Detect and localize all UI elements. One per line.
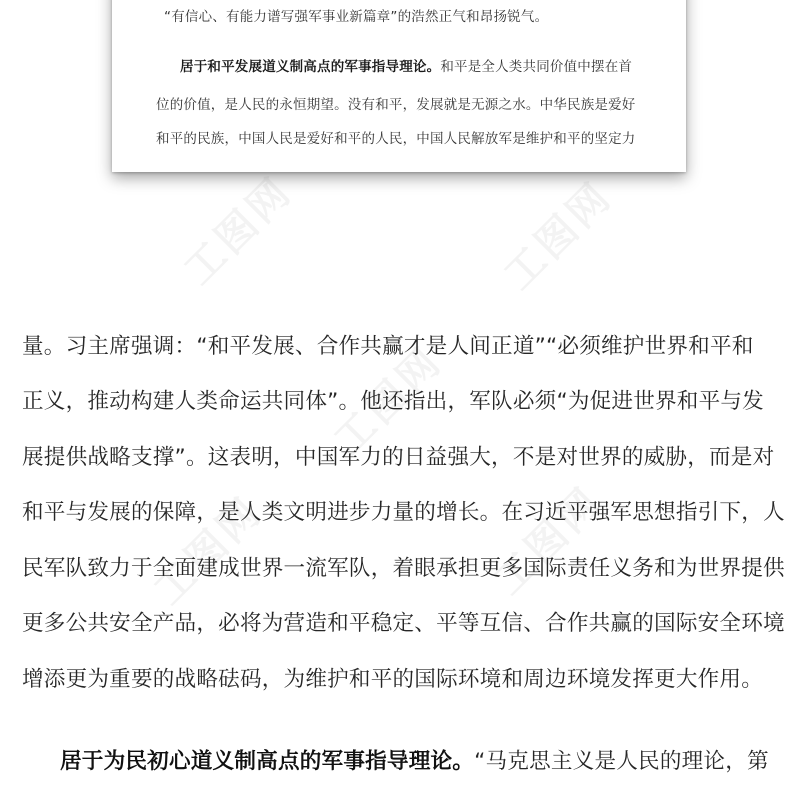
card-text-span: 和平是全人类共同价值中摆在首	[440, 59, 633, 75]
watermark: 工图网	[145, 488, 272, 614]
card-text-line	[180, 58, 632, 76]
body-text-line: 和平与发展的保障，是人类文明进步力量的增长。在习近平强军思想指引下，人	[22, 500, 785, 525]
card-text-line: “有信心、有能力谱写强军事业新篇章”的浩然正气和昂扬锐气。	[164, 9, 549, 25]
body-text-line	[60, 747, 778, 777]
body-text-line: 增添更为重要的战略砝码，为维护和平的国际环境和周边环境发挥更大作用。	[22, 667, 763, 692]
body-text-line: 更多公共安全产品，必将为营造和平稳定、平等互信、合作共赢的国际安全环境	[22, 611, 785, 636]
body-text-line: 民军队致力于全面建成世界一流军队，着眼承担更多国际责任义务和为世界提供	[22, 556, 785, 581]
watermark: 工图网	[325, 338, 452, 464]
watermark: 工图网	[175, 168, 302, 294]
card-section-heading: 居于和平发展道义制高点的军事指导理论。	[180, 59, 441, 75]
body-text-line: 正义，推动构建人类命运共同体”。他还指出，军队必须“为促进世界和平与发	[22, 389, 764, 414]
body-text-span: “马克思主义是人民的理论，第	[474, 749, 769, 774]
watermark: 工图网	[485, 478, 612, 604]
excerpt-card	[112, 0, 686, 172]
section-heading: 居于为民初心道义制高点的军事指导理论。	[60, 749, 475, 774]
card-text-line: 和平的民族，中国人民是爱好和平的人民，中国人民解放军是维护和平的坚定力	[156, 131, 636, 147]
watermark: 工图网	[495, 173, 622, 299]
body-text-line: 量。习主席强调：“和平发展、合作共赢才是人间正道”“必须维护世界和平和	[22, 334, 754, 359]
body-text-line: 展提供战略支撑”。这表明，中国军力的日益强大，不是对世界的威胁，而是对	[22, 445, 775, 470]
card-text-line: 位的价值，是人民的永恒期望。没有和平，发展就是无源之水。中华民族是爱好	[156, 97, 636, 113]
